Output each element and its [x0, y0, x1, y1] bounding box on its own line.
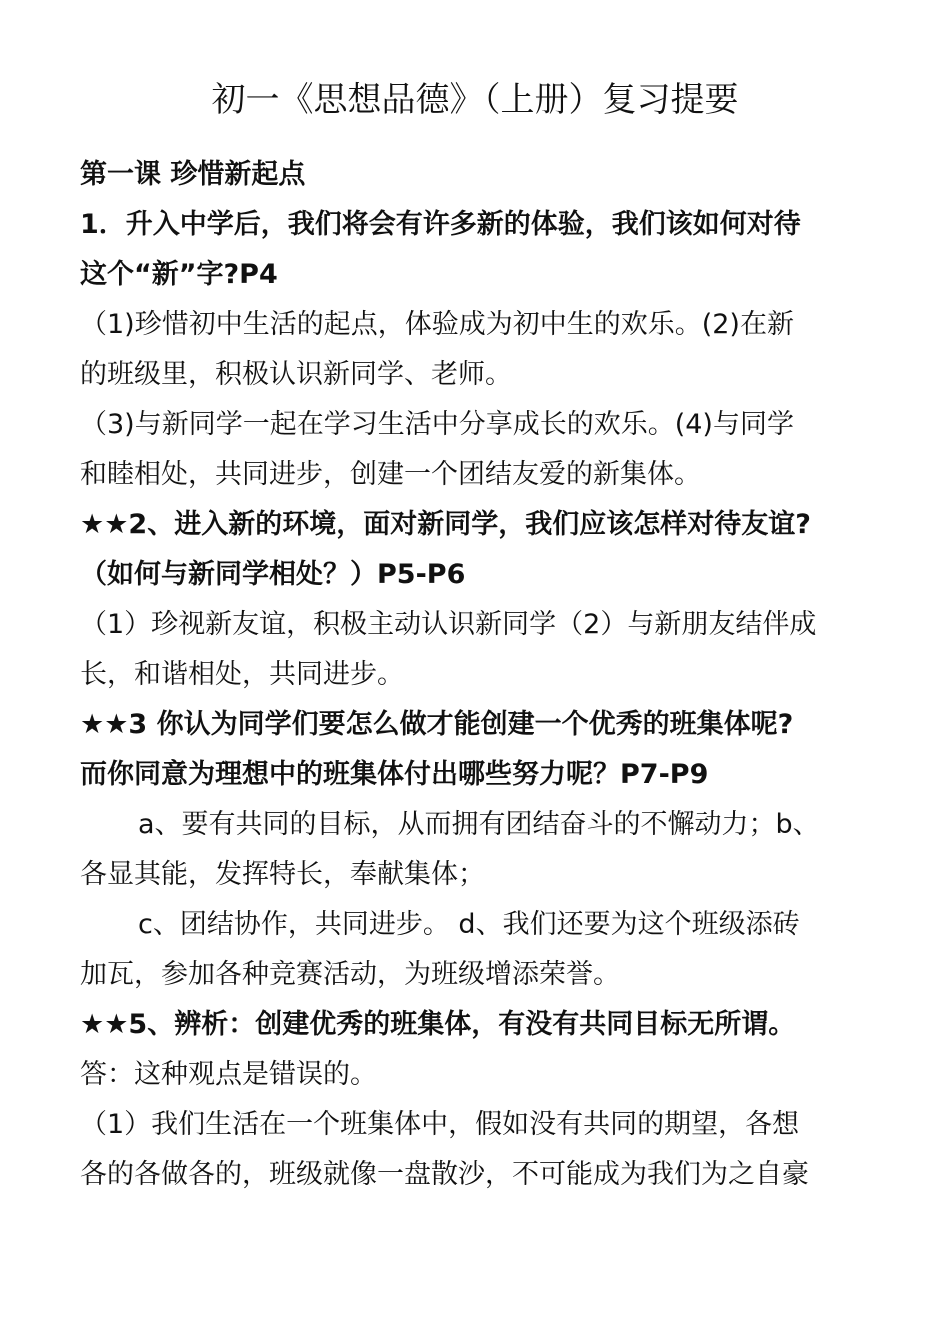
answer-3-line-1: a、要有共同的目标，从而拥有团结奋斗的不懈动力；b、: [138, 809, 820, 840]
answer-5-line-3: 各的各做各的，班级就像一盘散沙，不可能成为我们为之自豪: [80, 1159, 809, 1190]
document-title: 初一《思想品德》（上册）复习提要: [211, 80, 739, 120]
question-2-line-2: （如何与新同学相处？）P5-P6: [80, 559, 466, 590]
answer-5-line-2: （1）我们生活在一个班集体中，假如没有共同的期望，各想: [80, 1109, 800, 1140]
answer-1-line-4: 和睦相处，共同进步，创建一个团结友爱的新集体。: [80, 459, 701, 490]
answer-5-line-1: 答：这种观点是错误的。: [80, 1059, 377, 1090]
answer-3-line-2: 各显其能，发挥特长，奉献集体；: [80, 859, 485, 890]
question-3-line-1: ★★3 你认为同学们要怎么做才能创建一个优秀的班集体呢?: [80, 709, 794, 740]
answer-3-line-3: c、团结协作，共同进步。 d、我们还要为这个班级添砖: [138, 909, 800, 940]
answer-3-line-4: 加瓦，参加各种竞赛活动，为班级增添荣誉。: [80, 959, 620, 990]
question-3-line-2: 而你同意为理想中的班集体付出哪些努力呢？P7-P9: [80, 759, 709, 790]
question-5-line-1: ★★5、辨析：创建优秀的班集体，有没有共同目标无所谓。: [80, 1009, 796, 1040]
answer-1-line-3: （3)与新同学一起在学习生活中分享成长的欢乐。(4)与同学: [80, 409, 794, 440]
question-1-line-1: 1．升入中学后，我们将会有许多新的体验，我们该如何对待: [80, 209, 801, 240]
answer-2-line-1: （1）珍视新友谊，积极主动认识新同学（2）与新朋友结伴成: [80, 609, 817, 640]
question-2-line-1: ★★2、进入新的环境，面对新同学，我们应该怎样对待友谊?: [80, 509, 811, 540]
answer-2-line-2: 长，和谐相处，共同进步。: [80, 659, 404, 690]
question-1-line-2: 这个“新”字?P4: [80, 259, 278, 290]
answer-1-line-1: （1)珍惜初中生活的起点，体验成为初中生的欢乐。(2)在新: [80, 309, 794, 340]
lesson-heading: 第一课 珍惜新起点: [80, 159, 306, 190]
answer-1-line-2: 的班级里，积极认识新同学、老师。: [80, 359, 512, 390]
